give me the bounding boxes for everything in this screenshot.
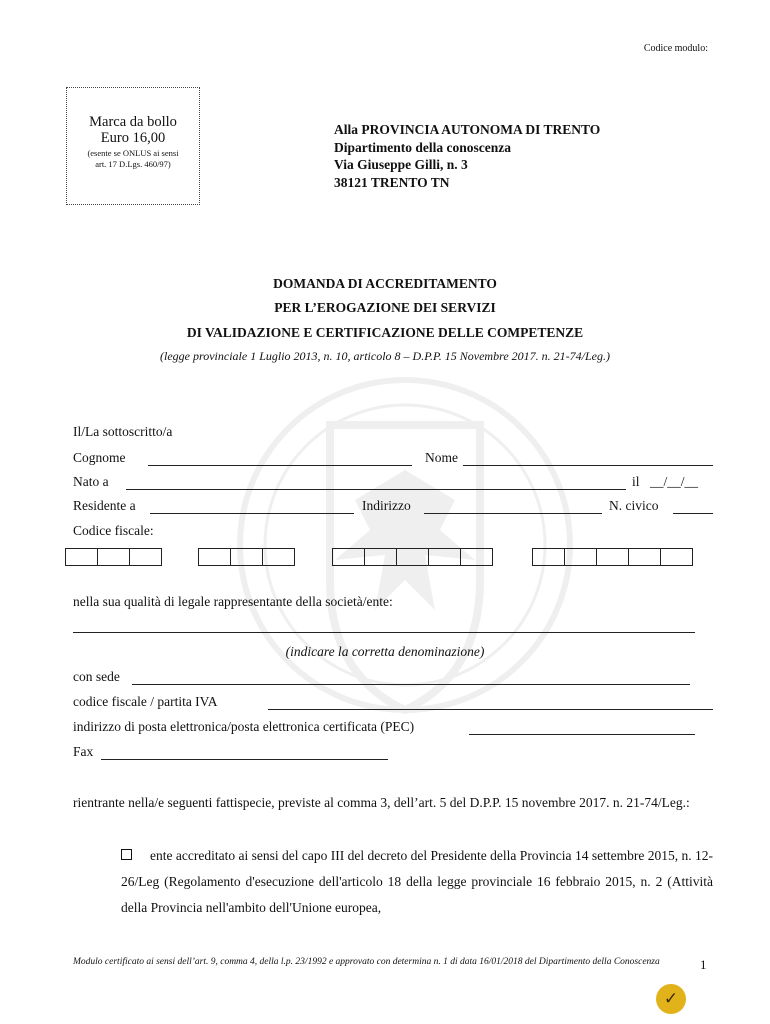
footer-note: Modulo certificato ai sensi dell’art. 9, comma 4, della l.p. 23/1992 e approvato con determina n. 1 di data 16/01/2018 del Dipartimento della Conoscenza [73, 957, 660, 967]
recipient-line-3: Via Giuseppe Gilli, n. 3 [334, 157, 468, 172]
recipient-line-2: Dipartimento della conoscenza [334, 139, 511, 155]
residenza-field[interactable] [150, 513, 354, 514]
cf-cell[interactable] [628, 548, 661, 566]
denominazione-field[interactable] [73, 632, 695, 633]
sottoscritto-label: Il/La sottoscritto/a [73, 424, 173, 439]
cf-cell[interactable] [364, 548, 397, 566]
marca-da-bollo-box [66, 87, 200, 205]
cognome-field[interactable] [148, 465, 412, 466]
cf-piva-field[interactable] [268, 709, 713, 710]
fax-field[interactable] [101, 759, 388, 760]
cf-cell[interactable] [596, 548, 629, 566]
recipient-address [334, 121, 600, 191]
cf-cell[interactable] [564, 548, 597, 566]
data-nascita-field[interactable]: __/__/__ [650, 474, 699, 489]
indirizzo-field[interactable] [424, 513, 602, 514]
residente-a-label: Residente a [73, 498, 136, 513]
codice-fiscale-boxes-3[interactable] [333, 548, 493, 566]
option-1-text: ente accreditato ai sensi del capo III del decreto del Presidente della Provincia 14 settembre 2015, n. 12-26/Leg (Regolamento d'esecuzione dell'articolo 18 della legge provinciale 16 febbraio 2015, n. 2 (Attività della Provincia nell'ambito dell'Unione europea, [121, 848, 713, 915]
option-1 [121, 843, 713, 921]
nome-label: Nome [425, 450, 458, 465]
luogo-nascita-field[interactable] [126, 489, 626, 490]
cf-cell[interactable] [660, 548, 693, 566]
cf-cell[interactable] [332, 548, 365, 566]
codice-fiscale-boxes-4[interactable] [533, 548, 693, 566]
codice-fiscale-label: Codice fiscale: [73, 523, 154, 538]
checkmark-badge-icon[interactable]: ✓ [656, 984, 686, 1014]
codice-fiscale-boxes-1[interactable] [66, 548, 162, 566]
stamp-line-2: Euro 16,00 [100, 130, 166, 146]
cf-cell[interactable] [262, 548, 295, 566]
cf-cell[interactable] [198, 548, 231, 566]
pec-field[interactable] [469, 734, 695, 735]
document-title-2: PER L’EROGAZIONE DEI SERVIZI [274, 300, 496, 315]
cf-cell[interactable] [230, 548, 263, 566]
nato-a-label: Nato a [73, 474, 109, 489]
option-1-checkbox[interactable] [121, 849, 132, 860]
denominazione-hint: (indicare la corretta denominazione) [285, 644, 485, 659]
recipient-line-1: Alla PROVINCIA AUTONOMA DI TRENTO [334, 122, 601, 137]
recipient-line-4: 38121 TRENTO TN [334, 174, 450, 190]
pec-label: indirizzo di posta elettronica/posta elettronica certificata (PEC) [73, 719, 415, 734]
watermark-emblem [235, 330, 575, 760]
rientrante-paragraph: rientrante nella/e seguenti fattispecie, previste al comma 3, dell’art. 5 del D.P.P. 15 novembre 2017. n. 21-74/Leg.: [73, 795, 690, 810]
n-civico-field[interactable] [673, 513, 713, 514]
codice-fiscale-boxes-2[interactable] [199, 548, 295, 566]
page-number: 1 [700, 957, 707, 972]
cf-cell[interactable] [532, 548, 565, 566]
n-civico-label: N. civico [609, 498, 659, 513]
indirizzo-label: Indirizzo [362, 498, 411, 513]
document-subtitle: (legge provinciale 1 Luglio 2013, n. 10, articolo 8 – D.P.P. 15 Novembre 2017. n. 21-74/Leg.) [160, 349, 610, 363]
cf-cell[interactable] [97, 548, 130, 566]
document-title-3: DI VALIDAZIONE E CERTIFICAZIONE DELLE COMPETENZE [186, 325, 584, 340]
sede-field[interactable] [132, 684, 690, 685]
cognome-label: Cognome [73, 450, 126, 465]
nome-field[interactable] [463, 465, 713, 466]
cf-cell[interactable] [129, 548, 162, 566]
stamp-line-4: art. 17 D.Lgs. 460/97) [95, 159, 171, 169]
il-label: il [632, 474, 640, 489]
cf-piva-label: codice fiscale / partita IVA [73, 694, 218, 709]
con-sede-label: con sede [73, 669, 120, 684]
fax-label: Fax [73, 744, 94, 759]
qualita-label: nella sua qualità di legale rappresentante della società/ente: [73, 594, 393, 609]
cf-cell[interactable] [428, 548, 461, 566]
stamp-line-3: (esente se ONLUS ai sensi [87, 148, 179, 158]
stamp-line-1: Marca da bollo [89, 114, 177, 130]
cf-cell[interactable] [460, 548, 493, 566]
cf-cell[interactable] [65, 548, 98, 566]
codice-modulo-label: Codice modulo: [643, 43, 708, 54]
document-title-1: DOMANDA DI ACCREDITAMENTO [273, 276, 497, 291]
cf-cell[interactable] [396, 548, 429, 566]
